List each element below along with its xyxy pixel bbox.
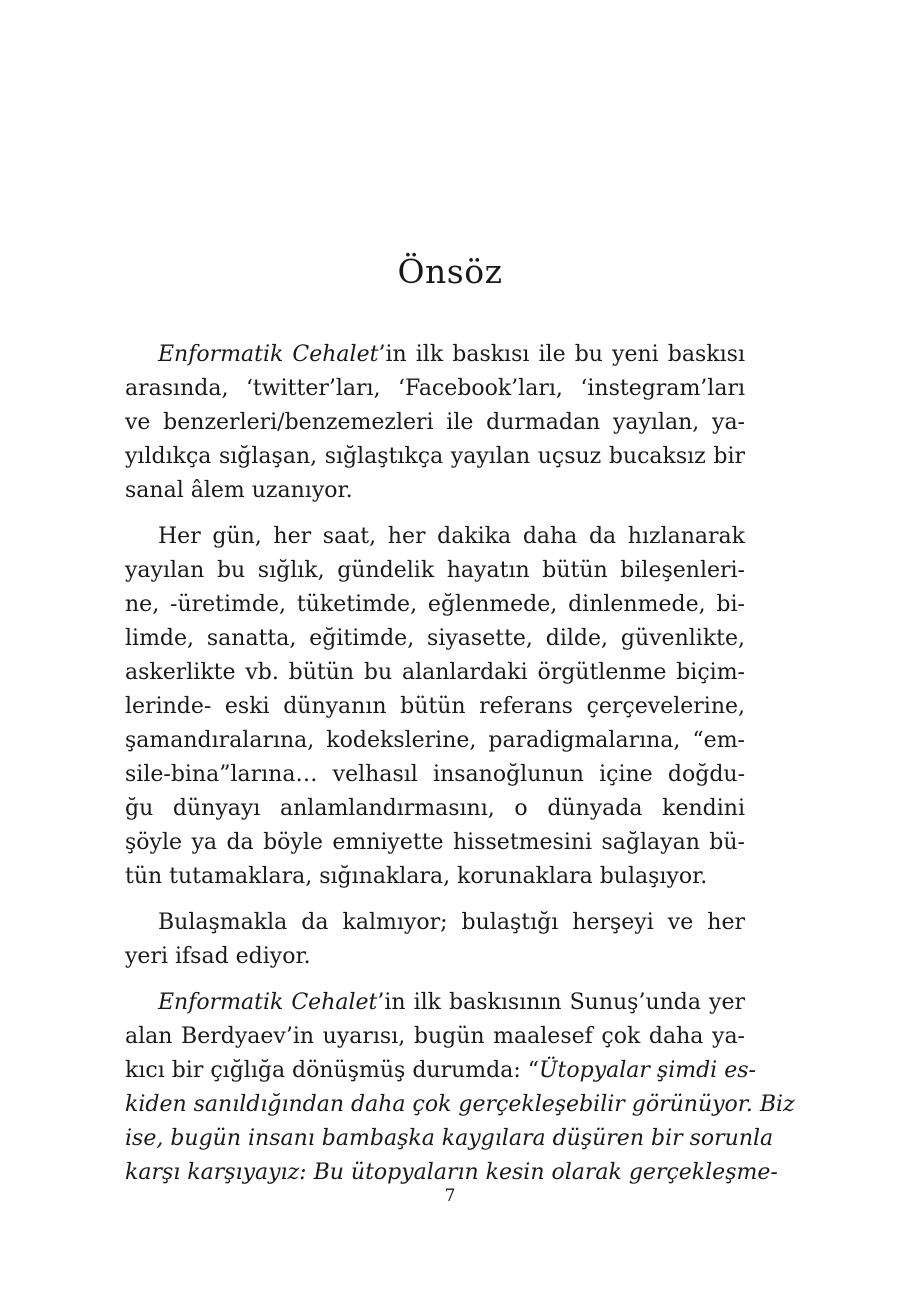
chapter-title: Önsöz: [397, 252, 503, 291]
text-line: [125, 1054, 756, 1088]
book-title-italic: Enformatik Cehalet: [158, 990, 378, 1015]
body-text: [125, 338, 795, 1202]
paragraph-1: [125, 338, 745, 508]
text-line: ğu dünyayı anlamlandırmasını, o dünyada kendini: [125, 796, 745, 821]
quote-line: kiden sanıldığından daha çok gerçekleşebilir görünüyor. Biz: [125, 1092, 795, 1117]
quote-line: karşı karşıyayız: Bu ütopyaların kesin olarak gerçekleşme-: [125, 1160, 778, 1185]
text-line: Bulaşmakla da kalmıyor; bulaştığı herşeyi ve her: [158, 910, 745, 935]
text-line: arasında, ‘twitter’ları, ‘Facebook’ları, ‘instegram’ları: [125, 376, 745, 401]
text-line: ve benzerleri/benzemezleri ile durmadan yayılan, ya-: [125, 410, 745, 435]
text-line: yayılan bu sığlık, gündelik hayatın bütün bileşenleri-: [125, 558, 745, 583]
text-line: tün tutamaklara, sığınaklara, korunaklara bulaşıyor.: [125, 864, 708, 889]
text-line: şamandıralarına, kodekslerine, paradigmalarına, “em-: [125, 728, 745, 753]
quote-line: ise, bugün insanı bambaşka kaygılara düşüren bir sorunla: [125, 1126, 774, 1151]
text-line: yeri ifsad ediyor.: [125, 944, 311, 969]
text-segment: kıcı bir çığlığa dönüşmüş durumda: “: [125, 1058, 539, 1083]
text-segment: ’in ilk baskısının Sunuş’unda yer: [377, 990, 745, 1015]
text-line: sile-bina”larına… velhasıl insanoğlunun içine doğdu-: [125, 762, 745, 787]
paragraph-4: [125, 986, 795, 1190]
paragraph-3: [125, 906, 745, 974]
text-line: ne, -üretimde, tüketimde, eğlenmede, dinlenmede, bi-: [125, 592, 745, 617]
paragraph-2: [125, 520, 745, 894]
text-line: lerinde- eski dünyanın bütün referans çerçevelerine,: [125, 694, 745, 719]
text-line: limde, sanatta, eğitimde, siyasette, dilde, güvenlikte,: [125, 626, 745, 651]
text-line: [125, 338, 745, 372]
page-number: 7: [444, 1186, 456, 1206]
text-line: sanal âlem uzanıyor.: [125, 478, 353, 503]
text-line: [125, 986, 745, 1020]
text-line: alan Berdyaev’in uyarısı, bugün maalesef çok daha ya-: [125, 1024, 745, 1049]
text-line: şöyle ya da böyle emniyette hissetmesini sağlayan bü-: [125, 830, 745, 855]
text-line: yıldıkça sığlaşan, sığlaştıkça yayılan uçsuz bucaksız bir: [125, 444, 745, 469]
text-line: askerlikte vb. bütün bu alanlardaki örgütlenme biçim-: [125, 660, 745, 685]
text-segment: ’in ilk baskısı ile bu yeni baskısı: [378, 342, 745, 367]
book-title-italic: Enformatik Cehalet: [158, 342, 379, 367]
text-line: Her gün, her saat, her dakika daha da hızlanarak: [158, 524, 745, 549]
quote-italic: Ütopyalar şimdi es-: [538, 1058, 756, 1083]
